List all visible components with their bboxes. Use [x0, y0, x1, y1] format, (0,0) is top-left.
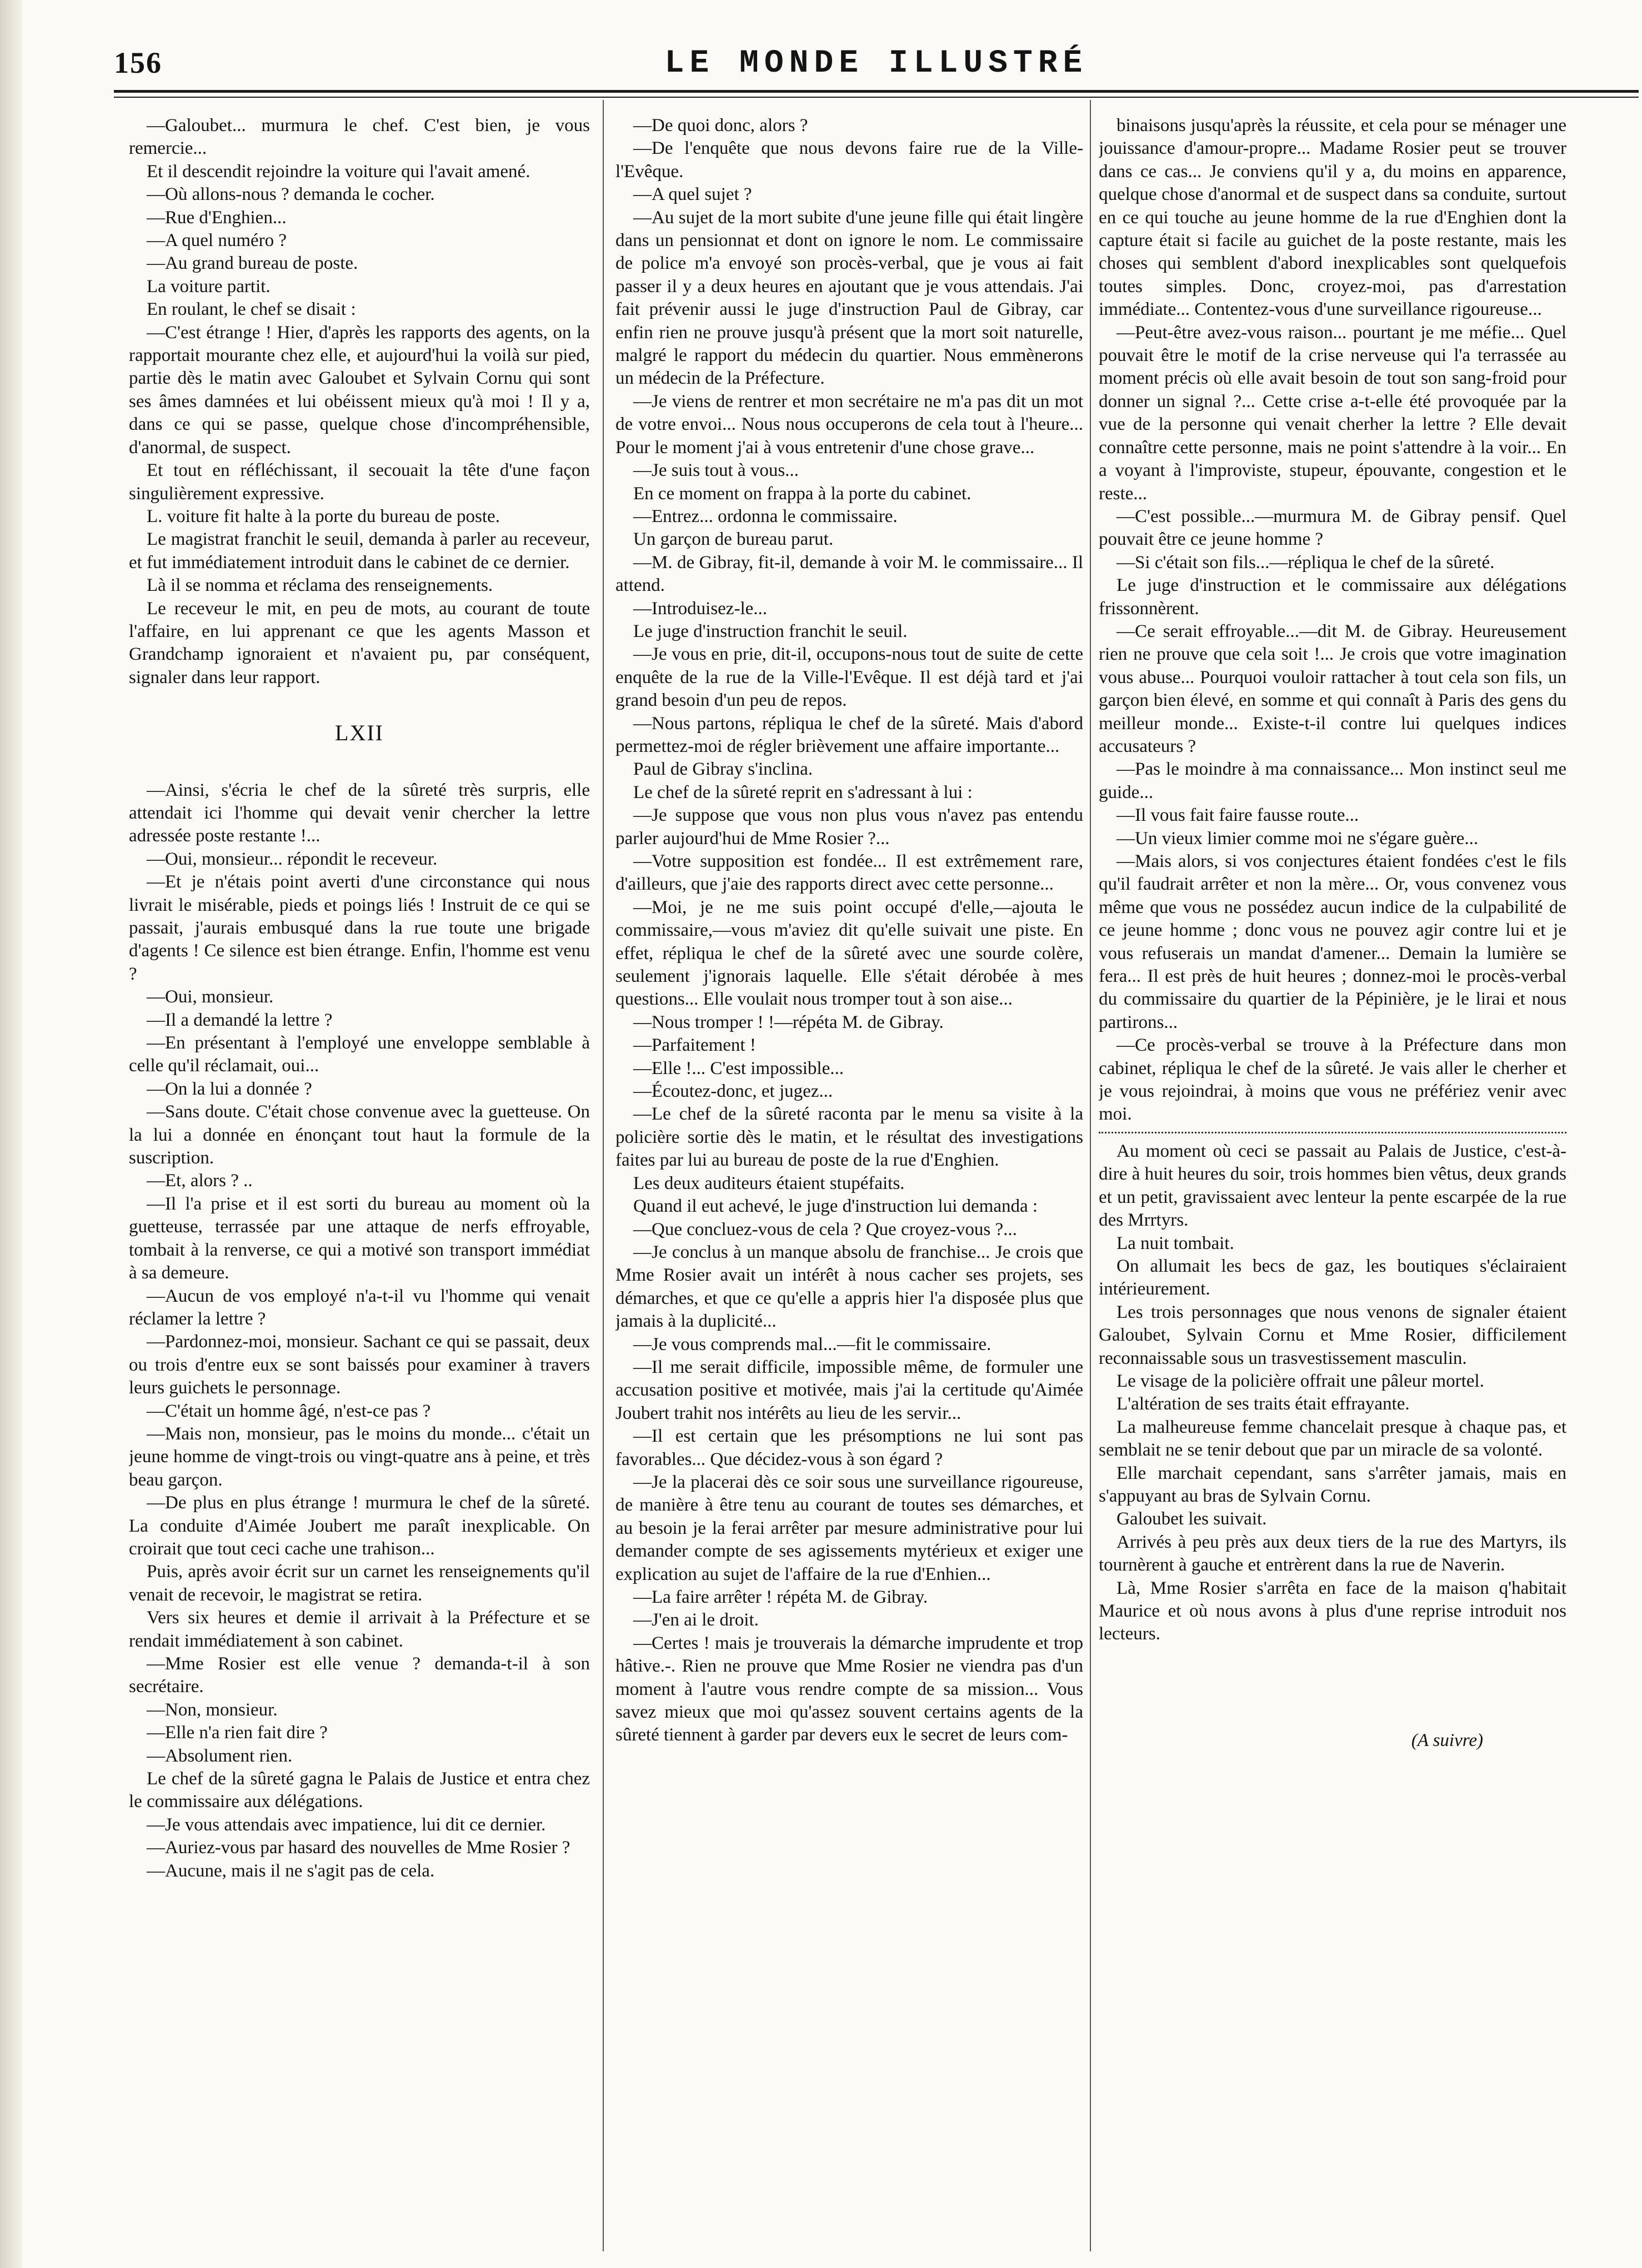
page-number: 156: [114, 46, 162, 79]
to-be-continued: (A suivre): [1411, 1730, 1483, 1750]
column-1-text-continued: [129, 779, 590, 1883]
paragraph: —Introduisez-le...: [633, 598, 768, 619]
column-3-text-continued: [1099, 1140, 1566, 1646]
paragraph: Paul de Gibray s'inclina.: [633, 759, 813, 780]
column-2-text: [615, 114, 1083, 1747]
paragraph: —Mais alors, si vos conjectures étaient fondées c'est le fils qu'il faudrait arrêter et non la mère... Or, vous convenez vous même que vous ne possédez aucun indice de la culpabilité de ce jeune homme ; donc vous ne pouvez agir contre lui et je vous refuserais un mandat d'amener... Demain la lumière se fera... Il est près de huit heures ; donnez-moi le procès-verbal du commissaire du quartier de la Pépinière, je le lirai et nous partirons...: [1099, 851, 1566, 1032]
paragraph: Le receveur le mit, en peu de mots, au courant de toute l'affaire, en lui apprenant ce que les agents Masson et Grandchamp ignoraient et n'avaient pu, par conséquent, signaler dans leur rapport.: [129, 598, 590, 688]
paragraph: —Où allons-nous ? demanda le cocher.: [147, 184, 435, 205]
paragraph: —Il vous fait faire fausse route...: [1117, 805, 1359, 826]
paragraph: —Ce procès-verbal se trouve à la Préfecture dans mon cabinet, répliqua le chef de la sûreté. Je vais aller le cherher et je vous rejoindrai, à moins que vous ne préfériez venir avec moi.: [1099, 1035, 1566, 1125]
paragraph: Vers six heures et demie il arrivait à la Préfecture et se rendait immédiatement à son cabinet.: [129, 1608, 590, 1651]
paragraph: Là il se nomma et réclama des renseignements.: [147, 575, 493, 596]
paragraph: Le visage de la policière offrait une pâleur mortel.: [1117, 1371, 1484, 1391]
paragraph: —Nous partons, répliqua le chef de la sûreté. Mais d'abord permettez-moi de régler brièvement une affaire importante...: [615, 713, 1083, 756]
paragraph: —Et, alors ? ..: [147, 1171, 253, 1191]
paragraph: —Oui, monsieur.: [147, 987, 274, 1007]
paragraph: —Je viens de rentrer et mon secrétaire ne m'a pas dit un mot de votre envoi... Nous nous occuperons de cela tout à l'heure... Pour le moment j'ai à vous entretenir d'une chose grave...: [615, 391, 1083, 458]
paragraph: —Je vous attendais avec impatience, lui dit ce dernier.: [147, 1814, 546, 1835]
paragraph: —Je vous comprends mal...—fit le commissaire.: [633, 1334, 992, 1354]
paragraph: —Sans doute. C'était chose convenue avec la guetteuse. On la lui a donnée en énonçant tout haut la formule de la suscription.: [129, 1102, 590, 1168]
paragraph: Puis, après avoir écrit sur un carnet les renseignements qu'il venait de recevoir, le magistrat se retira.: [129, 1562, 590, 1605]
paragraph: La malheureuse femme chancelait presque à chaque pas, et semblait ne se tenir debout que par un miracle de sa volonté.: [1099, 1417, 1566, 1461]
paragraph: —En présentant à l'employé une enveloppe semblable à celle qu'il réclamait, oui...: [129, 1033, 590, 1076]
paragraph: Le juge d'instruction et le commissaire aux délégations frissonnèrent.: [1099, 575, 1566, 619]
paragraph: —Au sujet de la mort subite d'une jeune fille qui était lingère dans un pensionnat et dont on ignore le nom. Le commissaire de police m'a envoyé son procès-verbal, que je vous ai fait passer il y a deux heures en ajoutant que je vous attendais. J'ai fait prévenir aussi le juge d'instruction Paul de Gibray, car enfin rien ne prouve jusqu'à présent que la mort soit naturelle, malgré le rapport du médecin du quartier. Nous emmènerons un médecin de la Préfecture.: [615, 207, 1083, 389]
paragraph: —Rue d'Enghien...: [147, 207, 287, 228]
paragraph: Au moment où ceci se passait au Palais de Justice, c'est-à-dire à huit heures du soir, trois hommes bien vêtus, deux grands et un petit, gravissaient avec lenteur la pente escarpée de la rue des Mrrtyrs.: [1099, 1141, 1566, 1231]
paragraph: —A quel numéro ?: [147, 230, 287, 251]
page-spine-shadow: [0, 0, 22, 2268]
paragraph: Le juge d'instruction franchit le seuil.: [633, 621, 908, 641]
paragraph: —De quoi donc, alors ?: [633, 116, 808, 136]
paragraph: —Il me serait difficile, impossible même, de formuler une accusation positive et motivée, mais j'ai la certitude qu'Aimée Joubert trahit nos intérêts au lieu de les servir...: [615, 1357, 1083, 1423]
paragraph: —Mme Rosier est elle venue ? demanda-t-il à son secrétaire.: [129, 1654, 590, 1697]
paragraph: —Que concluez-vous de cela ? Que croyez-vous ?...: [633, 1219, 1017, 1240]
paragraph: —Je suis tout à vous...: [633, 460, 799, 481]
column-2: [615, 114, 1083, 2251]
paragraph: —Je la placerai dès ce soir sous une surveillance rigoureuse, de manière à être tenu au courant de toutes ses démarches, et au besoin je la ferai arrêter par mesure administrative pour lui demander compte de ses agissements mytérieux et exiger une explication au sujet de l'affaire de la rue d'Enhien...: [615, 1472, 1083, 1584]
paragraph: —Écoutez-donc, et jugez...: [633, 1081, 833, 1102]
paragraph: —Mais non, monsieur, pas le moins du monde... c'était un jeune homme de vingt-trois ou vingt-quatre ans à peine, et très beau garçon.: [129, 1423, 590, 1490]
paragraph: binaisons jusqu'après la réussite, et cela pour se ménager une jouissance d'amour-propre... Madame Rosier peut se trouver dans ce cas... Je conviens qu'il y a, du moins en apparence, quelque chose d'anormal et de suspect dans sa conduite, surtout en ce qui touche au jeune homme de la rue d'Enghien dont la capture était si facile au guichet de la poste restante, mais les choses qui semblent d'abord inexplicables sont quelquefois toutes simples. Donc, croyez-moi, pas d'arrestation immédiate... Contentez-vous d'une surveillance rigoureuse...: [1099, 116, 1566, 320]
column-1-text: [129, 114, 590, 689]
paragraph: —Auriez-vous par hasard des nouvelles de Mme Rosier ?: [147, 1838, 570, 1858]
paragraph: —Pas le moindre à ma connaissance... Mon instinct seul me guide...: [1099, 759, 1566, 802]
page-header: [114, 46, 1639, 89]
paragraph: Là, Mme Rosier s'arrêta en face de la maison q'habitait Maurice et où nous avons à plus d'une reprise introduit nos lecteurs.: [1099, 1578, 1566, 1644]
paragraph: Et il descendit rejoindre la voiture qui l'avait amené.: [147, 161, 530, 182]
paragraph: Et tout en réfléchissant, il secouait la tête d'une façon singulièrement expressive.: [129, 460, 590, 504]
chapter-heading: LXII: [335, 720, 384, 746]
column-3: [1099, 114, 1566, 2251]
paragraph: La nuit tombait.: [1117, 1233, 1234, 1253]
paragraph: —Il est certain que les présomptions ne lui sont pas favorables... Que décidez-vous à son égard ?: [615, 1426, 1083, 1469]
paragraph: —C'est possible...—murmura M. de Gibray pensif. Quel pouvait être ce jeune homme ?: [1099, 506, 1566, 550]
paragraph: Le magistrat franchit le seuil, demanda à parler au receveur, et fut immédiatement introduit dans le cabinet de ce dernier.: [129, 529, 590, 573]
paragraph: Galoubet les suivait.: [1117, 1509, 1267, 1529]
paragraph: —C'est étrange ! Hier, d'après les rapports des agents, on la rapportait mourante chez elle, et aujourd'hui la voilà sur pied, partie dès le matin avec Galoubet et Sylvain Cornu qui sont ses âmes damnées et lui obéissent mieux qu'à moi ! Il y a, dans ce qui se passe, quelque chose d'incompréhensible, d'anormal, de suspect.: [129, 322, 590, 458]
paragraph: —On la lui a donnée ?: [147, 1078, 312, 1099]
masthead-title: LE MONDE ILLUSTRÉ: [664, 46, 1088, 82]
paragraph: —Ce serait effroyable...—dit M. de Gibray. Heureusement rien ne prouve que cela soit !... Je crois que votre imagination vous abuse... Pourquoi vouloir rattacher à tout cela son fils, un garçon bien élevé, en somme et qui connaît à Paris des gens du meilleur monde... Existe-t-il contre lui quelques indices accusateurs ?: [1099, 621, 1566, 756]
paragraph: Les deux auditeurs étaient stupéfaits.: [633, 1173, 905, 1193]
paragraph: —Aucune, mais il ne s'agit pas de cela.: [147, 1860, 435, 1881]
header-rule-thick: [114, 90, 1639, 93]
paragraph: On allumait les becs de gaz, les boutiques s'éclairaient intérieurement.: [1099, 1256, 1566, 1299]
paragraph: —Un vieux limier comme moi ne s'égare guère...: [1117, 828, 1479, 849]
paragraph: Les trois personnages que nous venons de signaler étaient Galoubet, Sylvain Cornu et Mme Rosier, difficilement reconnaissable sous un trasvestissement masculin.: [1099, 1302, 1566, 1368]
paragraph: —Certes ! mais je trouverais la démarche imprudente et trop hâtive.-. Rien ne prouve que Mme Rosier ne viendra pas d'un moment à l'autre vous rendre compte de sa mission... Vous savez mieux que moi qu'assez souvent certains agents de la sûreté tiennent à garder par devers eux le secret de leurs com-: [615, 1633, 1083, 1745]
paragraph: —M. de Gibray, fit-il, demande à voir M. le commissaire... Il attend.: [615, 552, 1083, 596]
paragraph: —Oui, monsieur... répondit le receveur.: [147, 849, 438, 869]
paragraph: Un garçon de bureau parut.: [633, 529, 834, 550]
paragraph: —Elle n'a rien fait dire ?: [147, 1723, 328, 1743]
column-1: [129, 114, 590, 2251]
paragraph: Elle marchait cependant, sans s'arrêter jamais, mais en s'appuyant au bras de Sylvain Cornu.: [1099, 1463, 1566, 1506]
paragraph: —Votre supposition est fondée... Il est extrêmement rare, d'ailleurs, que j'aie des rapports direct avec cette personne...: [615, 851, 1083, 895]
paragraph: —Absolument rien.: [147, 1745, 293, 1766]
paragraph: —Non, monsieur.: [147, 1699, 278, 1720]
paragraph: —A quel sujet ?: [633, 184, 752, 205]
paragraph: —Le chef de la sûreté raconta par le menu sa visite à la policière sortie dès le matin, et le résultat des investigations faites par lui au bureau de poste de la rue d'Enghien.: [615, 1104, 1083, 1171]
paragraph: —Peut-être avez-vous raison... pourtant je me méfie... Quel pouvait être le motif de la crise nerveuse qui l'a terrassée au moment précis où elle avait besoin de tout son sang-froid pour donner un signal ?... Cette crise a-t-elle été provoquée par la vue de la personne qui venait cherher la lettre ? Elle devait connaître cette personne, mais ne point s'attendre à la voir... En a voyant à l'improviste, stupeur, épouvante, congestion et le reste...: [1099, 322, 1566, 504]
paragraph: —Il l'a prise et il est sorti du bureau au moment où la guetteuse, terrassée par une attaque de nerfs effroyable, tombait à la renverse, ce qui a motivé son transport immédiat à sa demeure.: [129, 1193, 590, 1283]
paragraph: En ce moment on frappa à la porte du cabinet.: [633, 483, 972, 504]
paragraph: —Au grand bureau de poste.: [147, 253, 358, 274]
paragraph: Le chef de la sûreté gagna le Palais de Justice et entra chez le commissaire aux délégations.: [129, 1769, 590, 1812]
paragraph: En roulant, le chef se disait :: [147, 299, 356, 320]
paragraph: —Moi, je ne me suis point occupé d'elle,—ajouta le commissaire,—vous m'aviez dit qu'elle suivait une piste. En effet, répliqua le chef de la sûreté avec une sourde colère, seulement j'ignorais laquelle. Elle s'était dérobée à mes questions... Elle voulait nous tromper tout à son aise...: [615, 897, 1083, 1010]
paragraph: —Je suppose que vous non plus vous n'avez pas entendu parler aujourd'hui de Mme Rosier ?...: [615, 805, 1083, 849]
paragraph: —Pardonnez-moi, monsieur. Sachant ce qui se passait, deux ou trois d'entre eux se sont baissés pour examiner à travers leurs guichets le personnage.: [129, 1332, 590, 1398]
paragraph: L. voiture fit halte à la porte du bureau de poste.: [147, 506, 500, 526]
paragraph: —Elle !... C'est impossible...: [633, 1058, 844, 1078]
paragraph: La voiture partit.: [147, 276, 271, 297]
paragraph: —Je conclus à un manque absolu de franchise... Je crois que Mme Rosier avait un intérêt à nous cacher ses projets, ses démarches, et que ce qu'elle a appris hier l'a disposée plus que jamais à la duplicité...: [615, 1242, 1083, 1332]
paragraph: —C'était un homme âgé, n'est-ce pas ?: [147, 1401, 431, 1421]
paragraph: —De plus en plus étrange ! murmura le chef de la sûreté. La conduite d'Aimée Joubert me paraît inexplicable. On croirait que tout ceci cache une trahison...: [129, 1493, 590, 1559]
paragraph: —Nous tromper ! !—répéta M. de Gibray.: [633, 1012, 944, 1032]
paragraph: —Ainsi, s'écria le chef de la sûreté très surpris, elle attendait ici l'homme qui devait venir chercher la lettre adressée poste restante !...: [129, 780, 590, 846]
paragraph: Quand il eut achevé, le juge d'instruction lui demanda :: [633, 1196, 1038, 1217]
paragraph: —Entrez... ordonna le commissaire.: [633, 506, 898, 526]
column-divider-1: [603, 100, 604, 2251]
paragraph: —Et je n'étais point averti d'une circonstance qui nous livrait le misérable, pieds et poings liés ! Instruit de ce qui se passait, j'aurais embusqué dans la rue toute une brigade d'agents ! Ce silence est bien étrange. Enfin, l'homme est venu ?: [129, 872, 590, 984]
paragraph: —La faire arrêter ! répéta M. de Gibray.: [633, 1587, 928, 1607]
paragraph: —Aucun de vos employé n'a-t-il vu l'homme qui venait réclamer la lettre ?: [129, 1286, 590, 1329]
paragraph: Le chef de la sûreté reprit en s'adressant à lui :: [633, 782, 973, 802]
paragraph: —Il a demandé la lettre ?: [147, 1010, 333, 1030]
paragraph: —Parfaitement !: [633, 1035, 756, 1056]
column-divider-2: [1090, 100, 1091, 2251]
paragraph: —Galoubet... murmura le chef. C'est bien, je vous remercie...: [129, 116, 590, 159]
paragraph: —De l'enquête que nous devons faire rue de la Ville-l'Evêque.: [615, 138, 1083, 182]
column-3-text: [1099, 114, 1566, 1126]
section-dotted-separator: [1099, 1132, 1566, 1133]
paragraph: Arrivés à peu près aux deux tiers de la rue des Martyrs, ils tournèrent à gauche et entrèrent dans la rue de Naverin.: [1099, 1532, 1566, 1575]
paragraph: —J'en ai le droit.: [633, 1610, 759, 1630]
paragraph: L'altération de ses traits était effrayante.: [1117, 1394, 1410, 1414]
header-rule-thin: [114, 97, 1639, 98]
paragraph: —Si c'était son fils...—répliqua le chef de la sûreté.: [1117, 552, 1495, 573]
paragraph: —Je vous en prie, dit-il, occupons-nous tout de suite de cette enquête de la rue de la Ville-l'Evêque. Il est déjà tard et j'ai grand besoin d'un peu de repos.: [615, 644, 1083, 711]
